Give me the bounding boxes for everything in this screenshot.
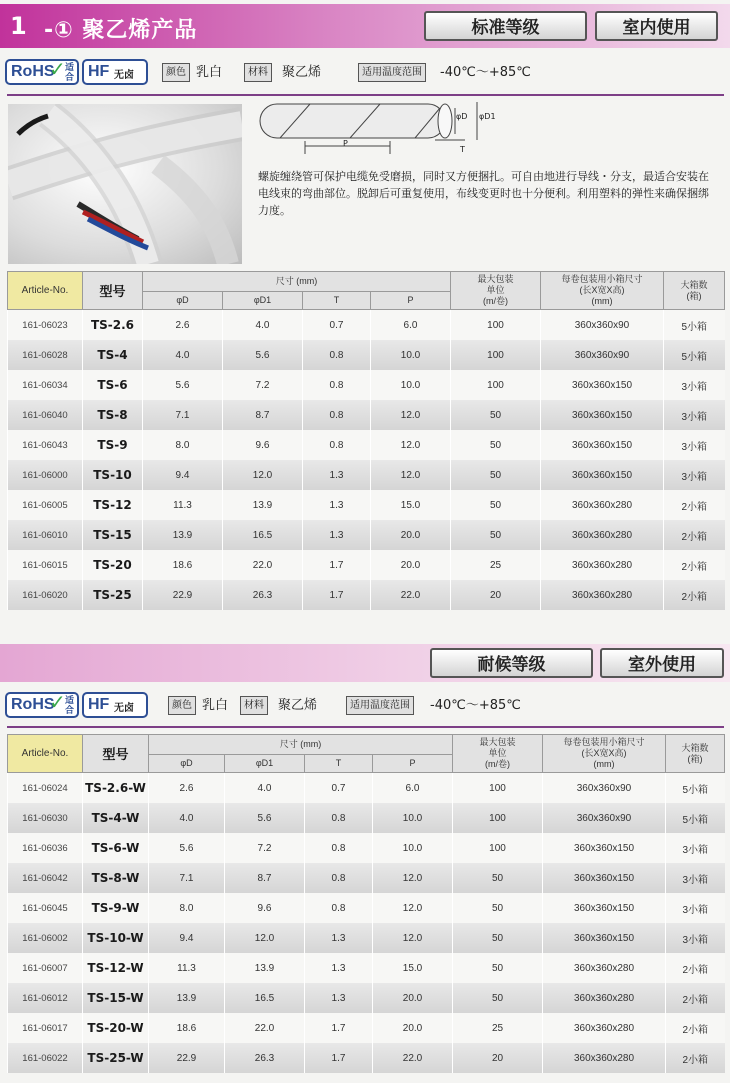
header-d: φD	[143, 292, 223, 310]
cell-pack: 50	[451, 520, 541, 550]
cell-big: 3小箱	[666, 923, 725, 953]
cell-t: 0.8	[303, 370, 371, 400]
table-row	[8, 310, 725, 341]
cell-pack: 50	[451, 460, 541, 490]
cell-d1: 9.6	[225, 893, 305, 923]
cell-article: 161-06034	[8, 370, 83, 400]
header-d1: φD1	[223, 292, 303, 310]
table-row	[8, 370, 725, 400]
cell-d1: 5.6	[225, 803, 305, 833]
table-row	[8, 340, 725, 370]
cell-d1: 12.0	[225, 923, 305, 953]
cell-d: 2.6	[143, 310, 223, 341]
table-row	[8, 430, 725, 460]
section-number: 1	[10, 12, 27, 40]
cell-d: 7.1	[143, 400, 223, 430]
header-d: φD	[149, 755, 225, 773]
temp-label: 适用温度范围	[346, 696, 414, 715]
cell-box: 360x360x280	[541, 550, 664, 580]
spec-table-weather	[7, 734, 725, 1073]
cell-big: 3小箱	[666, 863, 725, 893]
cell-d: 13.9	[143, 520, 223, 550]
hf-note: 无卤	[114, 70, 134, 81]
header-box-size-l1: 每卷包装用小箱尺寸	[561, 274, 643, 284]
header-box-size-l2: (长X宽X高)	[581, 748, 627, 758]
cell-d1: 13.9	[225, 953, 305, 983]
cell-model: TS-4	[83, 340, 143, 370]
cell-d1: 8.7	[225, 863, 305, 893]
header-max-pack-l1: 最大包装	[479, 737, 516, 747]
cell-pack: 100	[451, 340, 541, 370]
cell-t: 1.3	[303, 520, 371, 550]
material-label: 材料	[240, 696, 268, 715]
cell-d: 4.0	[149, 803, 225, 833]
header-box-size	[541, 272, 664, 310]
cell-article: 161-06020	[8, 580, 83, 610]
cell-pack: 50	[453, 983, 543, 1013]
cell-model: TS-15-W	[83, 983, 149, 1013]
header-size: 尺寸 (mm)	[143, 272, 451, 292]
header-max-pack-l3: (m/卷)	[485, 759, 510, 769]
table-row	[8, 400, 725, 430]
cell-big: 3小箱	[664, 370, 725, 400]
rohs-badge	[5, 692, 79, 718]
rohs-text: RoHS	[11, 63, 55, 80]
header-max-pack-l1: 最大包装	[477, 274, 514, 284]
temp-value: -40℃～+85℃	[440, 65, 531, 80]
cell-t: 0.8	[305, 893, 373, 923]
cell-pack: 50	[451, 490, 541, 520]
cell-p: 12.0	[373, 893, 453, 923]
temp-label: 适用温度范围	[358, 63, 426, 82]
header-max-pack-l3: (m/卷)	[483, 296, 508, 306]
cell-d1: 7.2	[223, 370, 303, 400]
cell-p: 12.0	[373, 923, 453, 953]
cell-pack: 25	[451, 550, 541, 580]
cell-d1: 26.3	[225, 1043, 305, 1073]
cell-article: 161-06030	[8, 803, 83, 833]
cell-p: 12.0	[371, 400, 451, 430]
checkmark-icon: ✓	[49, 57, 66, 81]
cell-article: 161-06023	[8, 310, 83, 341]
section2-info-row	[0, 690, 730, 720]
cell-pack: 25	[453, 1013, 543, 1043]
cell-model: TS-12-W	[83, 953, 149, 983]
cell-box: 360x360x280	[541, 490, 664, 520]
cell-pack: 100	[451, 370, 541, 400]
cell-model: TS-10-W	[83, 923, 149, 953]
product-description: 螺旋缠绕管可保护电缆免受磨损，同时又方便捆扎。可自由地进行导线・分支，最适合安装在电线束的弯曲部位。脱卸后可重复使用，布线变更时也十分便利。利用塑料的弹性来确保捆绑力度。	[258, 170, 709, 217]
cell-box: 360x360x280	[541, 520, 664, 550]
cell-pack: 50	[453, 893, 543, 923]
cell-p: 20.0	[373, 1013, 453, 1043]
grade-tag-standard: 标准等级	[424, 11, 587, 41]
hf-note: 无卤	[114, 703, 134, 714]
header-t: T	[303, 292, 371, 310]
cell-p: 12.0	[371, 430, 451, 460]
cell-model: TS-9	[83, 430, 143, 460]
table-row	[8, 1013, 725, 1043]
cell-d: 2.6	[149, 773, 225, 804]
cell-t: 0.7	[305, 773, 373, 804]
cell-model: TS-20-W	[83, 1013, 149, 1043]
diagram-label-d1: φD1	[479, 112, 496, 121]
spec-table-standard	[7, 271, 725, 610]
cell-big: 3小箱	[666, 833, 725, 863]
section-title: -① 聚乙烯产品	[44, 18, 198, 43]
cell-pack: 100	[453, 803, 543, 833]
cell-article: 161-06042	[8, 863, 83, 893]
cell-d: 5.6	[149, 833, 225, 863]
cell-box: 360x360x150	[543, 833, 666, 863]
header-size: 尺寸 (mm)	[149, 735, 453, 755]
cell-d1: 22.0	[225, 1013, 305, 1043]
table-row	[8, 983, 725, 1013]
header-model: 型号	[83, 272, 143, 310]
cell-big: 2小箱	[666, 953, 725, 983]
cell-d1: 12.0	[223, 460, 303, 490]
cell-pack: 20	[451, 580, 541, 610]
cell-d: 13.9	[149, 983, 225, 1013]
cell-d: 9.4	[149, 923, 225, 953]
cell-article: 161-06043	[8, 430, 83, 460]
color-label: 颜色	[162, 63, 190, 82]
cell-box: 360x360x90	[543, 773, 666, 804]
cell-model: TS-4-W	[83, 803, 149, 833]
header-t: T	[305, 755, 373, 773]
cell-box: 360x360x90	[543, 803, 666, 833]
cell-box: 360x360x150	[541, 460, 664, 490]
cell-big: 2小箱	[666, 983, 725, 1013]
table-row	[8, 520, 725, 550]
cell-d: 18.6	[149, 1013, 225, 1043]
diagram-label-t: T	[460, 145, 465, 154]
cell-t: 0.8	[303, 340, 371, 370]
cell-d1: 22.0	[223, 550, 303, 580]
cell-t: 0.8	[303, 430, 371, 460]
header-big-box-l2: (箱)	[687, 753, 703, 764]
cell-p: 15.0	[371, 490, 451, 520]
cell-p: 10.0	[373, 803, 453, 833]
cell-big: 3小箱	[664, 400, 725, 430]
cell-box: 360x360x280	[543, 953, 666, 983]
cell-t: 1.7	[303, 580, 371, 610]
product-photo	[8, 104, 242, 264]
cell-t: 0.8	[305, 833, 373, 863]
cell-big: 3小箱	[664, 460, 725, 490]
header-article: Article-No.	[8, 272, 83, 310]
cell-d1: 7.2	[225, 833, 305, 863]
table-row	[8, 490, 725, 520]
header-big-box-l1: 大箱数	[681, 742, 709, 753]
table-row	[8, 580, 725, 610]
header-max-pack	[453, 735, 543, 773]
cell-box: 360x360x150	[543, 893, 666, 923]
table-row	[8, 460, 725, 490]
table-row	[8, 923, 725, 953]
table-row	[8, 953, 725, 983]
use-tag-outdoor: 室外使用	[600, 648, 724, 678]
cell-t: 1.3	[303, 490, 371, 520]
cell-big: 5小箱	[664, 310, 725, 341]
cell-t: 1.7	[305, 1013, 373, 1043]
color-value: 乳白	[202, 698, 229, 713]
cell-pack: 50	[451, 400, 541, 430]
cell-box: 360x360x280	[543, 983, 666, 1013]
cell-d: 8.0	[149, 893, 225, 923]
cell-big: 2小箱	[664, 580, 725, 610]
header-box-size	[543, 735, 666, 773]
cell-d: 4.0	[143, 340, 223, 370]
hf-text: HF	[88, 63, 110, 80]
cell-p: 22.0	[371, 580, 451, 610]
cell-article: 161-06015	[8, 550, 83, 580]
cell-p: 12.0	[373, 863, 453, 893]
hf-badge	[82, 59, 148, 85]
header-max-pack-l2: 单位	[488, 748, 507, 758]
cell-p: 20.0	[371, 550, 451, 580]
cell-d: 7.1	[149, 863, 225, 893]
header-big-box-l2: (箱)	[686, 290, 702, 301]
cell-article: 161-06036	[8, 833, 83, 863]
header-big-box	[666, 735, 725, 773]
cell-model: TS-25-W	[83, 1043, 149, 1073]
cell-big: 2小箱	[664, 520, 725, 550]
cell-box: 360x360x90	[541, 310, 664, 341]
header-max-pack	[451, 272, 541, 310]
cell-pack: 20	[453, 1043, 543, 1073]
material-value: 聚乙烯	[278, 698, 318, 713]
cell-d1: 4.0	[225, 773, 305, 804]
divider	[7, 726, 724, 728]
cell-pack: 50	[453, 953, 543, 983]
cell-big: 5小箱	[666, 803, 725, 833]
cell-d: 5.6	[143, 370, 223, 400]
cell-p: 6.0	[371, 310, 451, 341]
cell-big: 2小箱	[664, 490, 725, 520]
cell-model: TS-10	[83, 460, 143, 490]
cell-t: 1.3	[305, 983, 373, 1013]
header-p: P	[371, 292, 451, 310]
cell-t: 1.3	[305, 953, 373, 983]
checkmark-icon: ✓	[49, 690, 66, 714]
material-label: 材料	[244, 63, 272, 82]
temp-value: -40℃～+85℃	[430, 698, 521, 713]
cell-box: 360x360x150	[541, 370, 664, 400]
cell-model: TS-15	[83, 520, 143, 550]
rohs-badge	[5, 59, 79, 85]
color-label: 颜色	[168, 696, 196, 715]
header-box-size-l3: (mm)	[593, 759, 615, 769]
header-box-size-l2: (长X宽X高)	[579, 285, 625, 295]
cell-model: TS-2.6-W	[83, 773, 149, 804]
spiral-tube-photo-icon	[8, 104, 242, 264]
color-value: 乳白	[196, 65, 223, 80]
cell-t: 0.8	[303, 400, 371, 430]
cell-p: 10.0	[373, 833, 453, 863]
cell-model: TS-6-W	[83, 833, 149, 863]
cell-model: TS-2.6	[83, 310, 143, 341]
hf-badge	[82, 692, 148, 718]
header-model: 型号	[83, 735, 149, 773]
cell-box: 360x360x90	[541, 340, 664, 370]
rohs-text: RoHS	[11, 696, 55, 713]
cell-model: TS-8	[83, 400, 143, 430]
cell-big: 5小箱	[666, 773, 725, 804]
cell-d: 22.9	[143, 580, 223, 610]
cell-d: 9.4	[143, 460, 223, 490]
table-row	[8, 833, 725, 863]
cell-box: 360x360x280	[541, 580, 664, 610]
cell-box: 360x360x280	[543, 1013, 666, 1043]
table-row	[8, 1043, 725, 1073]
cell-d: 18.6	[143, 550, 223, 580]
section2-banner	[0, 644, 730, 682]
cell-box: 360x360x150	[541, 400, 664, 430]
diagram-label-d: φD	[456, 112, 468, 121]
cell-d1: 5.6	[223, 340, 303, 370]
header-article: Article-No.	[8, 735, 83, 773]
cell-t: 1.3	[305, 923, 373, 953]
cell-t: 0.7	[303, 310, 371, 341]
cell-model: TS-8-W	[83, 863, 149, 893]
header-big-box-l1: 大箱数	[680, 279, 708, 290]
cell-t: 1.7	[303, 550, 371, 580]
header-d1: φD1	[225, 755, 305, 773]
cell-article: 161-06024	[8, 773, 83, 804]
spiral-dimension-diagram	[255, 96, 500, 166]
cell-d: 8.0	[143, 430, 223, 460]
cell-box: 360x360x150	[543, 923, 666, 953]
cell-pack: 50	[453, 863, 543, 893]
cell-article: 161-06007	[8, 953, 83, 983]
rohs-fit-text: 适合	[65, 696, 75, 716]
cell-d1: 13.9	[223, 490, 303, 520]
grade-tag-weather: 耐候等级	[430, 648, 593, 678]
cell-model: TS-9-W	[83, 893, 149, 923]
cell-box: 360x360x150	[541, 430, 664, 460]
cell-big: 3小箱	[666, 893, 725, 923]
section1-banner	[0, 4, 730, 48]
cell-article: 161-06000	[8, 460, 83, 490]
cell-d1: 9.6	[223, 430, 303, 460]
cell-big: 2小箱	[666, 1043, 725, 1073]
cell-article: 161-06005	[8, 490, 83, 520]
cell-p: 20.0	[371, 520, 451, 550]
cell-p: 20.0	[373, 983, 453, 1013]
cell-model: TS-20	[83, 550, 143, 580]
cell-d1: 8.7	[223, 400, 303, 430]
cell-article: 161-06022	[8, 1043, 83, 1073]
use-tag-indoor: 室内使用	[595, 11, 718, 41]
rohs-fit-text: 适合	[65, 63, 75, 83]
table-row	[8, 550, 725, 580]
cell-box: 360x360x150	[543, 863, 666, 893]
cell-article: 161-06010	[8, 520, 83, 550]
cell-d1: 16.5	[225, 983, 305, 1013]
cell-d: 11.3	[143, 490, 223, 520]
cell-t: 0.8	[305, 803, 373, 833]
cell-p: 10.0	[371, 370, 451, 400]
cell-pack: 50	[451, 430, 541, 460]
cell-d1: 16.5	[223, 520, 303, 550]
cell-d1: 26.3	[223, 580, 303, 610]
cell-article: 161-06002	[8, 923, 83, 953]
diagram-label-p: P	[343, 139, 348, 148]
cell-model: TS-6	[83, 370, 143, 400]
cell-article: 161-06028	[8, 340, 83, 370]
cell-article: 161-06040	[8, 400, 83, 430]
table-row	[8, 803, 725, 833]
header-p: P	[373, 755, 453, 773]
header-max-pack-l2: 单位	[486, 285, 505, 295]
hf-text: HF	[88, 696, 110, 713]
cell-d1: 4.0	[223, 310, 303, 341]
table-row	[8, 863, 725, 893]
table-row	[8, 773, 725, 804]
cell-big: 2小箱	[664, 550, 725, 580]
cell-pack: 100	[451, 310, 541, 341]
cell-article: 161-06017	[8, 1013, 83, 1043]
cell-pack: 50	[453, 923, 543, 953]
header-big-box	[664, 272, 725, 310]
header-box-size-l3: (mm)	[591, 296, 613, 306]
cell-t: 1.7	[305, 1043, 373, 1073]
cell-article: 161-06045	[8, 893, 83, 923]
cell-big: 3小箱	[664, 430, 725, 460]
cell-big: 2小箱	[666, 1013, 725, 1043]
cell-t: 0.8	[305, 863, 373, 893]
cell-model: TS-12	[83, 490, 143, 520]
section1-info-row	[0, 57, 730, 87]
cell-p: 10.0	[371, 340, 451, 370]
cell-pack: 100	[453, 773, 543, 804]
table-row	[8, 893, 725, 923]
cell-model: TS-25	[83, 580, 143, 610]
cell-article: 161-06012	[8, 983, 83, 1013]
cell-p: 15.0	[373, 953, 453, 983]
cell-d: 22.9	[149, 1043, 225, 1073]
cell-big: 5小箱	[664, 340, 725, 370]
cell-p: 6.0	[373, 773, 453, 804]
cell-p: 22.0	[373, 1043, 453, 1073]
cell-pack: 100	[453, 833, 543, 863]
cell-box: 360x360x280	[543, 1043, 666, 1073]
cell-d: 11.3	[149, 953, 225, 983]
cell-p: 12.0	[371, 460, 451, 490]
cell-t: 1.3	[303, 460, 371, 490]
header-box-size-l1: 每卷包装用小箱尺寸	[563, 737, 645, 747]
material-value: 聚乙烯	[282, 65, 322, 80]
